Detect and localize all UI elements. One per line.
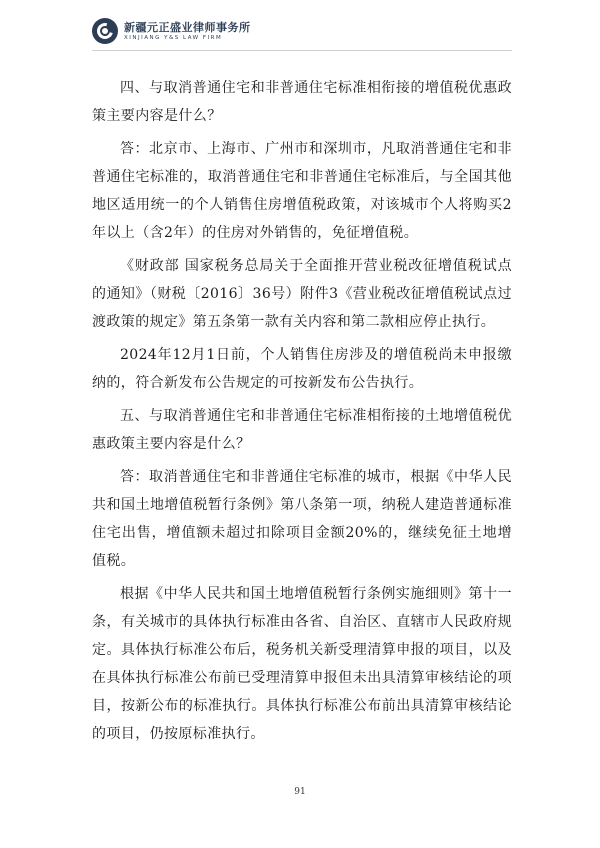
answer-4-paragraph: 答：北京市、上海市、广州市和深圳市，凡取消普通住宅和非普通住宅标准的，取消普通住宅和非普通住宅标准后，与全国其他地区适用统一的个人销售住房增值税政策，对该城市个人将购买2年以上（含2年）的住房对外销售的，免征增值税。 [92, 141, 512, 241]
header-divider [92, 50, 512, 51]
page-header [92, 18, 251, 44]
firm-name-block [124, 21, 251, 42]
question-4-heading: 四、与取消普通住宅和非普通住宅标准相衔接的增值税优惠政策主要内容是什么？ [92, 80, 512, 124]
page-number: 91 [294, 787, 306, 797]
firm-name-en: XINJIANG Y&S LAW FIRM [124, 34, 223, 41]
firm-logo-icon [92, 18, 118, 44]
question-5-heading: 五、与取消普通住宅和非普通住宅标准相衔接的土地增值税优惠政策主要内容是什么？ [92, 408, 512, 452]
firm-name-cn: 新疆元正盛业律师事务所 [124, 20, 251, 34]
policy-reference-paragraph: 《财政部 国家税务总局关于全面推开营业税改征增值税试点的通知》（财税〔2016〕36号）附件3《营业税改征增值税试点过渡政策的规定》第五条第一款有关内容和第二款相应停止执行。 [92, 258, 512, 330]
answer-5-paragraph: 答：取消普通住宅和非普通住宅标准的城市，根据《中华人民共和国土地增值税暂行条例》第八条第一项，纳税人建造普通标准住宅出售，增值额未超过扣除项目金额20%的，继续免征土地增值税。 [92, 469, 512, 569]
implementation-paragraph: 根据《中华人民共和国土地增值税暂行条例实施细则》第十一条，有关城市的具体执行标准由各省、自治区、直辖市人民政府规定。具体执行标准公布后，税务机关新受理清算申报的项目，以及在具体执行标准公布前已受理清算申报但未出具清算审核结论的项目，按新公布的标准执行。具体执行标准公布前出具清算审核结论的项目，仍按原标准执行。 [92, 586, 512, 742]
transition-paragraph: 2024年12月1日前，个人销售住房涉及的增值税尚未申报缴纳的，符合新发布公告规定的可按新发布公告执行。 [92, 347, 512, 391]
document-body [92, 74, 512, 748]
